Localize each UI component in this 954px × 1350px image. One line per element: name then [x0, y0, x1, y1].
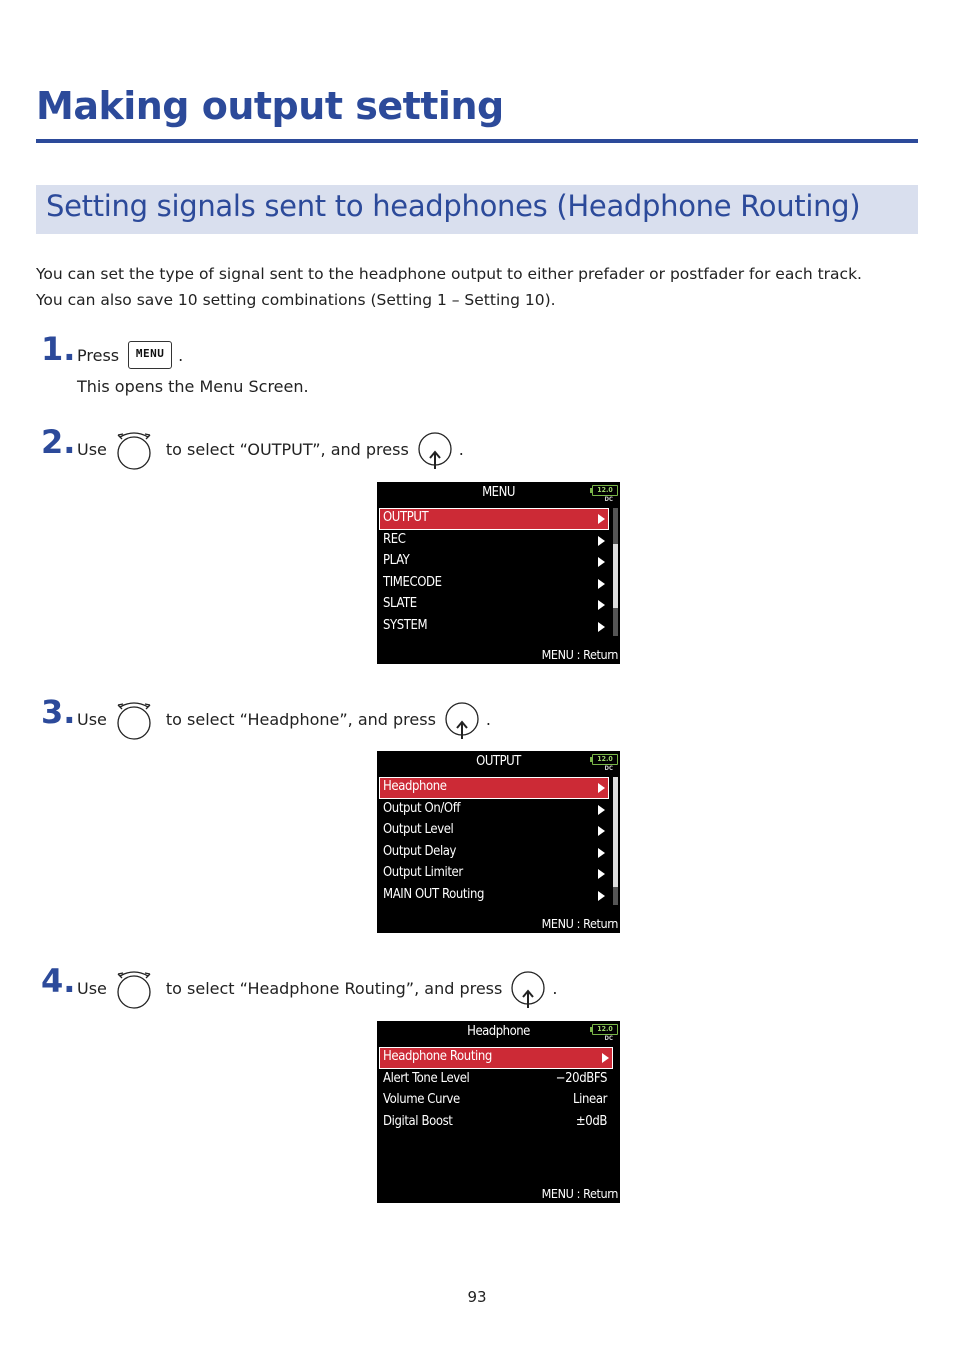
row-label: Output Limiter: [383, 865, 463, 880]
scrollbar-thumb: [613, 544, 618, 608]
step-text: Use: [77, 978, 107, 998]
screen-footer: MENU : Return: [541, 916, 618, 931]
device-screen-output: [377, 751, 620, 933]
dial-icon: [114, 697, 160, 741]
arrow-right-icon: [598, 891, 605, 901]
menu-row[interactable]: [379, 551, 609, 573]
step-text: .: [485, 709, 492, 729]
row-label: TIMECODE: [383, 574, 442, 590]
step-text: .: [552, 978, 558, 998]
menu-row[interactable]: [379, 799, 609, 821]
title-divider: [36, 139, 918, 143]
arrow-right-icon: [598, 805, 605, 815]
menu-key-icon: [128, 341, 172, 369]
page-number: 93: [467, 1288, 487, 1306]
step-number: 3.: [41, 693, 76, 731]
menu-row[interactable]: [379, 573, 609, 595]
row-label: Alert Tone Level: [383, 1070, 470, 1086]
step-instruction: [77, 966, 557, 1010]
menu-row[interactable]: [379, 863, 609, 885]
push-dial-icon: [415, 427, 455, 471]
arrow-right-icon: [598, 622, 605, 632]
row-label: SLATE: [383, 596, 417, 611]
device-screen-menu: [377, 482, 620, 664]
step-number: 1.: [41, 330, 76, 368]
row-label: Output Level: [383, 822, 454, 837]
row-label: Headphone Routing: [383, 1049, 492, 1064]
screen-header: MENU: [482, 485, 515, 500]
step-text: .: [178, 345, 184, 365]
row-label: OUTPUT: [383, 510, 429, 525]
arrow-right-icon: [598, 869, 605, 879]
menu-key-label: MENU: [135, 347, 165, 360]
menu-row[interactable]: [379, 1047, 613, 1069]
intro-line: You can set the type of signal sent to the headphone output to either prefader or postfader for each track.: [36, 265, 862, 283]
screen-footer: MENU : Return: [541, 1186, 618, 1201]
scrollbar: [613, 508, 618, 636]
dial-icon: [114, 427, 160, 471]
row-label: MAIN OUT Routing: [383, 886, 485, 902]
arrow-right-icon: [598, 536, 605, 546]
push-dial-icon: [442, 697, 482, 741]
push-dial-icon: [508, 966, 548, 1010]
row-value: −20dBFS: [555, 1070, 607, 1086]
arrow-right-icon: [598, 783, 605, 793]
menu-row[interactable]: [379, 594, 609, 616]
step-text: to select “Headphone Routing”, and press: [165, 978, 503, 998]
menu-row[interactable]: [379, 1090, 613, 1112]
arrow-right-icon: [598, 579, 605, 589]
row-label: SYSTEM: [383, 617, 428, 633]
step-text: Use: [77, 709, 107, 729]
step-note: This opens the Menu Screen.: [77, 377, 309, 396]
menu-row[interactable]: [379, 820, 609, 842]
menu-row[interactable]: [379, 530, 609, 552]
dc-indicator: DC: [604, 1035, 613, 1042]
row-label: REC: [383, 531, 406, 547]
step-text: .: [458, 439, 464, 459]
step-text: Use: [77, 439, 107, 459]
dc-indicator: DC: [604, 765, 613, 772]
row-label: PLAY: [383, 553, 410, 568]
intro-text: [36, 261, 862, 313]
row-value: ±0dB: [575, 1113, 607, 1129]
step-text: to select “OUTPUT”, and press: [165, 439, 409, 459]
step-instruction: [77, 697, 491, 741]
menu-row[interactable]: [379, 885, 609, 907]
step-instruction: [77, 427, 464, 471]
arrow-right-icon: [598, 600, 605, 610]
device-screen-headphone: [377, 1021, 620, 1203]
section-title: Setting signals sent to headphones (Headphone Routing): [46, 189, 861, 223]
dial-icon: [114, 966, 160, 1010]
row-label: Digital Boost: [383, 1113, 453, 1129]
menu-row[interactable]: [379, 508, 609, 530]
screen-header: OUTPUT: [476, 754, 521, 769]
page-title: Making output setting: [36, 84, 504, 128]
step-text: Press: [77, 345, 120, 365]
battery-icon: 12.0: [592, 485, 618, 496]
screen-header: Headphone: [467, 1024, 530, 1039]
step-number: 2.: [41, 423, 76, 461]
row-value: Linear: [573, 1092, 607, 1107]
menu-row[interactable]: [379, 842, 609, 864]
arrow-right-icon: [598, 826, 605, 836]
step-text: to select “Headphone”, and press: [165, 709, 436, 729]
arrow-right-icon: [598, 557, 605, 567]
dc-indicator: DC: [604, 496, 613, 503]
row-label: Output Delay: [383, 843, 457, 859]
scrollbar: [613, 777, 618, 905]
scrollbar-thumb: [613, 777, 618, 887]
battery-icon: 12.0: [592, 1024, 618, 1035]
step-number: 4.: [41, 962, 76, 1000]
row-label: Volume Curve: [383, 1092, 460, 1107]
screen-footer: MENU : Return: [541, 647, 618, 662]
menu-row[interactable]: [379, 777, 609, 799]
menu-row[interactable]: [379, 1069, 613, 1091]
row-label: Headphone: [383, 779, 447, 794]
arrow-right-icon: [598, 514, 605, 524]
row-label: Output On/Off: [383, 800, 461, 816]
arrow-right-icon: [602, 1053, 609, 1063]
battery-icon: 12.0: [592, 754, 618, 765]
step-instruction: [77, 333, 183, 377]
intro-line: You can also save 10 setting combinations (Setting 1 – Setting 10).: [36, 291, 556, 309]
arrow-right-icon: [598, 848, 605, 858]
menu-row[interactable]: [379, 1112, 613, 1134]
section-header: [36, 185, 918, 234]
menu-row[interactable]: [379, 616, 609, 638]
